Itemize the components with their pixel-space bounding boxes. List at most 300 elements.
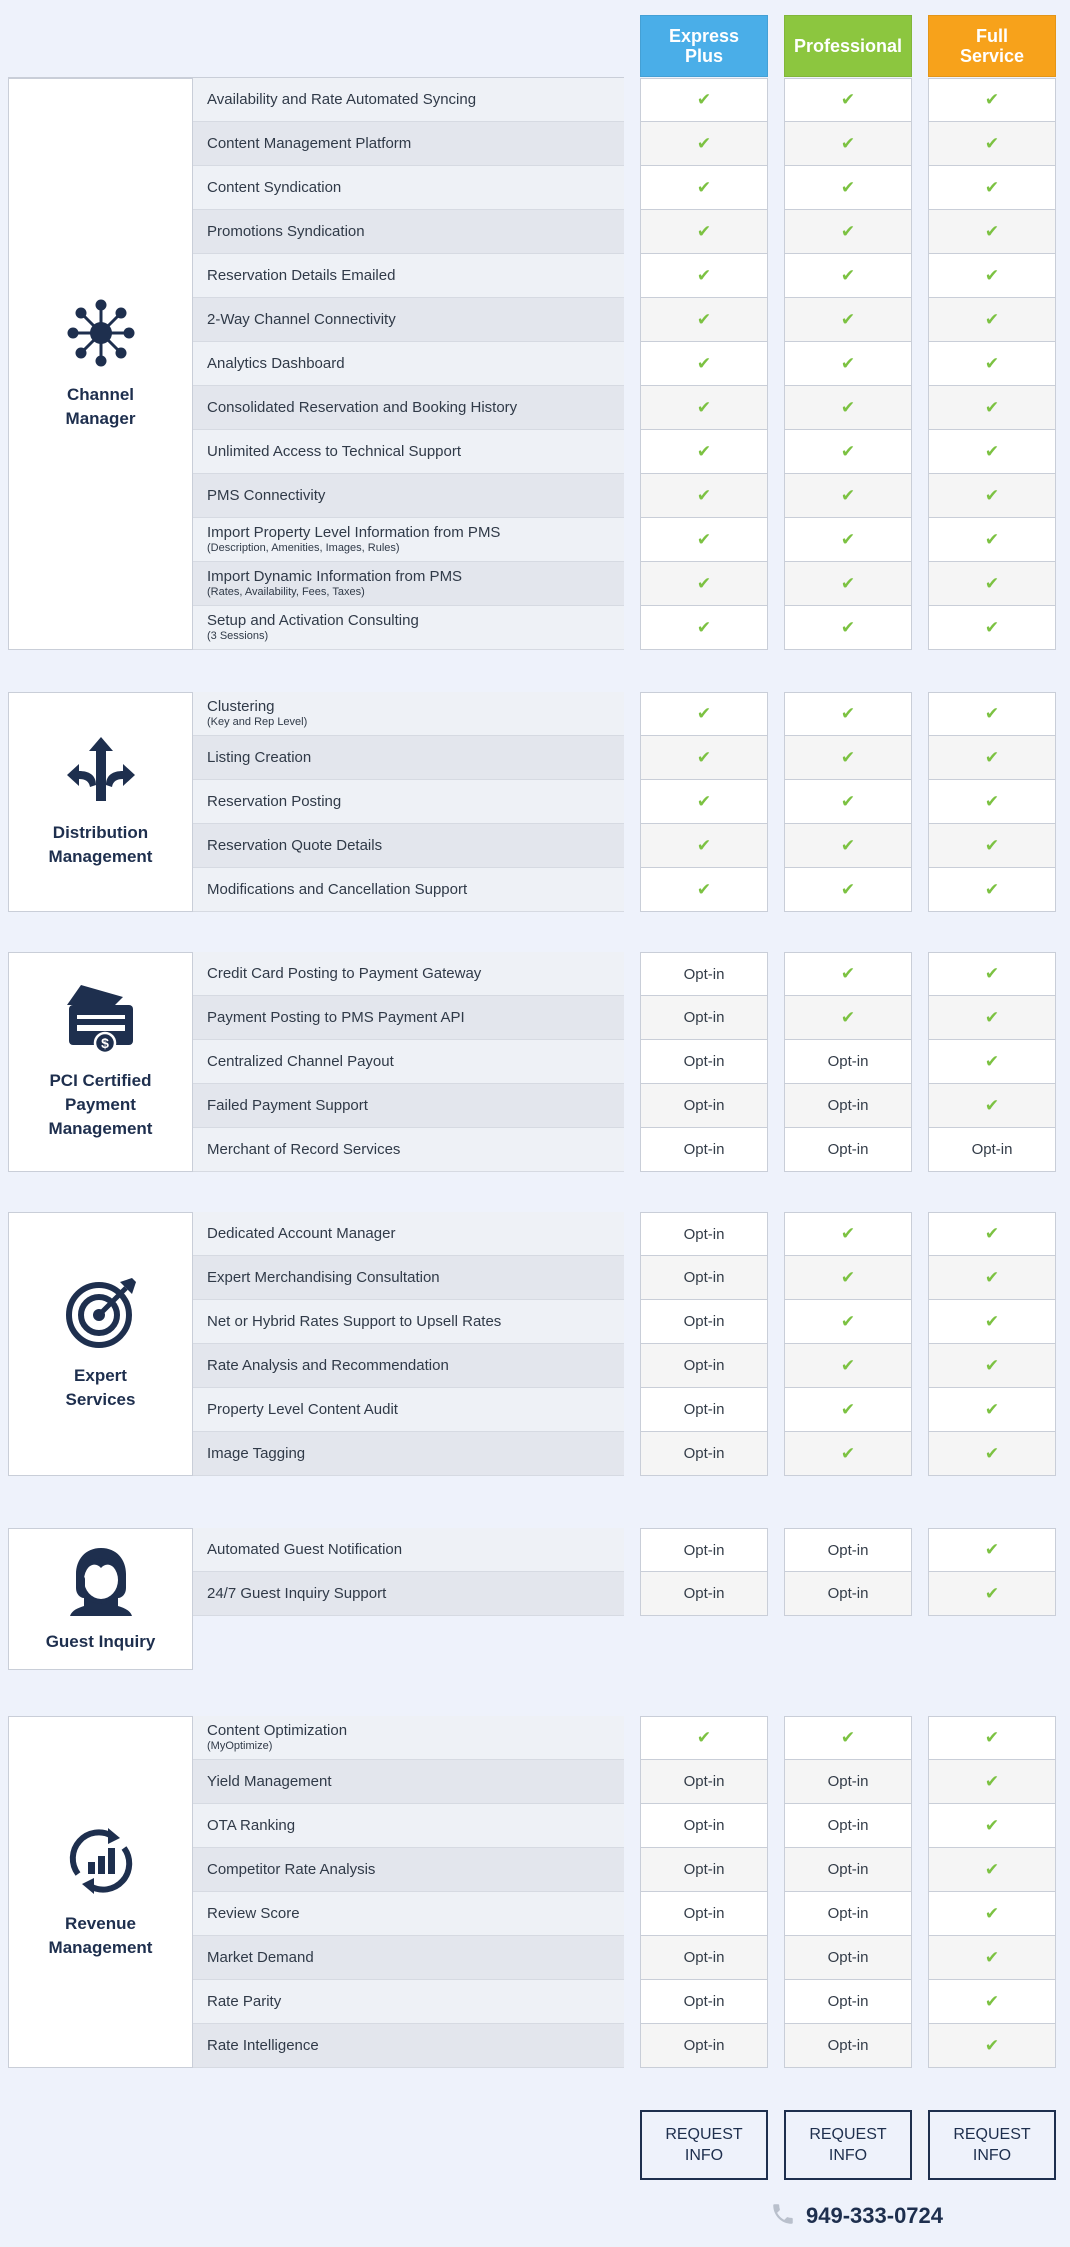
feature-name: Merchant of Record Services [207, 1140, 401, 1158]
cell-express-plus [640, 606, 768, 650]
opt-in-text: Opt-in [683, 1097, 725, 1114]
checkmark-icon: ✔ [696, 441, 712, 461]
feature-cell [193, 122, 624, 166]
cell-express-plus [640, 824, 768, 868]
credit-card-icon [63, 983, 139, 1055]
feature-cell [193, 1256, 624, 1300]
feature-name: Setup and Activation Consulting [207, 612, 419, 629]
feature-cell [193, 952, 624, 996]
cell-full-service [928, 1848, 1056, 1892]
request-info-button-express-plus[interactable]: REQUEST INFO [640, 2110, 768, 2180]
checkmark-icon: ✔ [984, 1051, 1000, 1071]
cell-express-plus [640, 1892, 768, 1936]
cell-full-service [928, 2024, 1056, 2068]
feature-name: Credit Card Posting to Payment Gateway [207, 964, 482, 982]
feature-name: Rate Analysis and Recommendation [207, 1356, 449, 1374]
cell-express-plus [640, 518, 768, 562]
cell-professional [784, 342, 912, 386]
feature-name: Automated Guest Notification [207, 1540, 403, 1558]
feature-cell [193, 1084, 624, 1128]
request-info-button-professional[interactable]: REQUEST INFO [784, 2110, 912, 2180]
checkmark-icon: ✔ [984, 704, 1000, 723]
checkmark-icon: ✔ [984, 1991, 1000, 2011]
cell-express-plus [640, 430, 768, 474]
feature-name: Market Demand [207, 1948, 314, 1966]
cell-professional [784, 386, 912, 430]
cell-express-plus [640, 1804, 768, 1848]
checkmark-icon: ✔ [840, 441, 856, 461]
category-label: Revenue Management [48, 1914, 153, 1957]
cell-professional [784, 1892, 912, 1936]
feature-name: Import Dynamic Information from PMS [207, 568, 463, 585]
checkmark-icon: ✔ [840, 529, 856, 549]
opt-in-text: Opt-in [683, 1009, 725, 1026]
opt-in-text: Opt-in [683, 2037, 725, 2054]
feature-name: Reservation Quote Details [207, 836, 383, 854]
feature-cell [193, 474, 624, 518]
feature-name: Content Optimization [207, 1722, 348, 1739]
cell-express-plus [640, 1528, 768, 1572]
opt-in-text: Opt-in [827, 1773, 869, 1790]
feature-cell [193, 1804, 624, 1848]
plan-header-full-service: Full Service [928, 15, 1056, 77]
cell-express-plus [640, 1256, 768, 1300]
feature-name: Yield Management [207, 1772, 332, 1790]
checkmark-icon: ✔ [840, 573, 856, 593]
cell-express-plus [640, 1716, 768, 1760]
checkmark-icon: ✔ [984, 1728, 1000, 1747]
feature-cell [193, 1212, 624, 1256]
checkmark-icon: ✔ [984, 309, 1000, 329]
opt-in-text: Opt-in [683, 965, 725, 983]
cell-full-service [928, 1128, 1056, 1172]
cell-professional [784, 1040, 912, 1084]
checkmark-icon: ✔ [840, 1007, 856, 1027]
cell-professional [784, 78, 912, 122]
opt-in-text: Opt-in [683, 1949, 725, 1966]
feature-cell [193, 780, 624, 824]
checkmark-icon: ✔ [840, 90, 856, 109]
cell-full-service [928, 1432, 1056, 1476]
cell-full-service [928, 824, 1056, 868]
phone-number[interactable]: 949-333-0724 [806, 2203, 944, 2228]
feature-name: Content Management Platform [207, 134, 412, 152]
cell-express-plus [640, 342, 768, 386]
checkmark-icon: ✔ [984, 353, 1000, 373]
cell-professional [784, 1212, 912, 1256]
cell-professional [784, 606, 912, 650]
cell-professional [784, 430, 912, 474]
checkmark-icon: ✔ [984, 265, 1000, 285]
checkmark-icon: ✔ [840, 1443, 856, 1463]
feature-name: Image Tagging [207, 1444, 306, 1462]
opt-in-text: Opt-in [683, 1585, 725, 1602]
feature-name: Expert Merchandising Consultation [207, 1268, 440, 1286]
cell-professional [784, 122, 912, 166]
checkmark-icon: ✔ [696, 353, 712, 373]
category-label: Expert Services [65, 1366, 136, 1409]
request-info-button-full-service[interactable]: REQUEST INFO [928, 2110, 1056, 2180]
target-icon [64, 1276, 138, 1350]
cell-professional [784, 210, 912, 254]
checkmark-icon: ✔ [696, 704, 712, 723]
checkmark-icon: ✔ [696, 177, 712, 197]
cell-professional [784, 824, 912, 868]
feature-cell [193, 1040, 624, 1084]
checkmark-icon: ✔ [840, 1399, 856, 1419]
cell-express-plus [640, 952, 768, 996]
checkmark-icon: ✔ [696, 879, 712, 899]
cell-professional [784, 1760, 912, 1804]
opt-in-text: Opt-in [827, 1861, 869, 1878]
cell-full-service [928, 562, 1056, 606]
category-label: PCI Certified Payment Management [48, 1071, 153, 1138]
cell-full-service [928, 952, 1056, 996]
cell-professional [784, 518, 912, 562]
cell-full-service [928, 78, 1056, 122]
category-label: Distribution Management [48, 823, 153, 866]
opt-in-text: Opt-in [683, 1817, 725, 1834]
checkmark-icon: ✔ [840, 791, 856, 811]
checkmark-icon: ✔ [840, 1267, 856, 1287]
cell-express-plus [640, 166, 768, 210]
plan-header-professional: Professional [784, 15, 912, 77]
opt-in-text: Opt-in [827, 1053, 869, 1070]
cell-full-service [928, 868, 1056, 912]
cell-express-plus [640, 780, 768, 824]
split-arrows-icon [65, 735, 137, 807]
cell-express-plus [640, 1980, 768, 2024]
feature-name: Promotions Syndication [207, 222, 365, 240]
cell-full-service [928, 342, 1056, 386]
category-panel [8, 1716, 193, 2068]
opt-in-text: Opt-in [683, 1905, 725, 1922]
cell-full-service [928, 1980, 1056, 2024]
feature-cell [193, 342, 624, 386]
cell-full-service [928, 210, 1056, 254]
cell-express-plus [640, 254, 768, 298]
cell-professional [784, 1528, 912, 1572]
cell-express-plus [640, 78, 768, 122]
checkmark-icon: ✔ [696, 835, 712, 855]
network-hub-icon [65, 297, 137, 369]
cell-express-plus [640, 1128, 768, 1172]
cell-professional [784, 166, 912, 210]
cell-express-plus [640, 562, 768, 606]
opt-in-text: Opt-in [827, 1949, 869, 1966]
cell-full-service [928, 1716, 1056, 1760]
phone-contact[interactable] [770, 2198, 943, 2234]
checkmark-icon: ✔ [984, 2035, 1000, 2055]
checkmark-icon: ✔ [984, 835, 1000, 855]
opt-in-text: Opt-in [827, 2037, 869, 2054]
feature-name: Reservation Details Emailed [207, 266, 396, 284]
cell-full-service [928, 780, 1056, 824]
cell-full-service [928, 606, 1056, 650]
feature-cell [193, 1388, 624, 1432]
cell-professional [784, 1256, 912, 1300]
cell-professional [784, 1300, 912, 1344]
feature-name: Net or Hybrid Rates Support to Upsell Rates [207, 1312, 502, 1330]
opt-in-text: Opt-in [827, 1141, 869, 1158]
feature-cell [193, 298, 624, 342]
checkmark-icon: ✔ [840, 353, 856, 373]
feature-cell [193, 1760, 624, 1804]
checkmark-icon: ✔ [984, 485, 1000, 505]
checkmark-icon: ✔ [696, 397, 712, 417]
cell-full-service [928, 1084, 1056, 1128]
checkmark-icon: ✔ [840, 221, 856, 241]
cell-professional [784, 996, 912, 1040]
checkmark-icon: ✔ [984, 1399, 1000, 1419]
checkmark-icon: ✔ [984, 1583, 1000, 1603]
checkmark-icon: ✔ [984, 221, 1000, 241]
feature-name: Payment Posting to PMS Payment API [207, 1008, 465, 1026]
cell-express-plus [640, 122, 768, 166]
cell-express-plus [640, 868, 768, 912]
opt-in-text: Opt-in [683, 1313, 725, 1330]
feature-cell [193, 1848, 624, 1892]
feature-cell [193, 692, 624, 736]
checkmark-icon: ✔ [696, 573, 712, 593]
feature-cell [193, 1528, 624, 1572]
feature-name: Competitor Rate Analysis [207, 1860, 376, 1878]
checkmark-icon: ✔ [696, 485, 712, 505]
checkmark-icon: ✔ [984, 1095, 1000, 1115]
checkmark-icon: ✔ [840, 1224, 856, 1243]
checkmark-icon: ✔ [840, 1355, 856, 1375]
opt-in-text: Opt-in [683, 1357, 725, 1374]
cell-full-service [928, 430, 1056, 474]
checkmark-icon: ✔ [840, 747, 856, 767]
cell-express-plus [640, 1432, 768, 1476]
cell-professional [784, 1848, 912, 1892]
feature-note: (MyOptimize) [207, 1740, 273, 1752]
feature-name: 2-Way Channel Connectivity [207, 310, 396, 328]
cell-professional [784, 1716, 912, 1760]
feature-name: Import Property Level Information from PMS [207, 524, 501, 541]
cell-full-service [928, 474, 1056, 518]
opt-in-text: Opt-in [827, 1993, 869, 2010]
opt-in-text: Opt-in [683, 1773, 725, 1790]
checkmark-icon: ✔ [840, 1311, 856, 1331]
feature-cell [193, 606, 624, 650]
feature-cell [193, 2024, 624, 2068]
feature-cell [193, 210, 624, 254]
feature-cell [193, 78, 624, 122]
cell-professional [784, 1572, 912, 1616]
checkmark-icon: ✔ [984, 879, 1000, 899]
cell-full-service [928, 122, 1056, 166]
category-panel [8, 1528, 193, 1670]
checkmark-icon: ✔ [696, 747, 712, 767]
checkmark-icon: ✔ [984, 1443, 1000, 1463]
cell-full-service [928, 1936, 1056, 1980]
opt-in-text: Opt-in [683, 1269, 725, 1286]
checkmark-icon: ✔ [696, 791, 712, 811]
checkmark-icon: ✔ [984, 397, 1000, 417]
cell-express-plus [640, 298, 768, 342]
feature-note: (Rates, Availability, Fees, Taxes) [207, 586, 365, 598]
checkmark-icon: ✔ [840, 704, 856, 723]
feature-cell [193, 824, 624, 868]
checkmark-icon: ✔ [984, 1267, 1000, 1287]
feature-name: Content Syndication [207, 178, 342, 196]
feature-cell [193, 1936, 624, 1980]
checkmark-icon: ✔ [696, 265, 712, 285]
opt-in-text: Opt-in [683, 1861, 725, 1878]
feature-name: Modifications and Cancellation Support [207, 880, 468, 898]
cell-express-plus [640, 1084, 768, 1128]
opt-in-text: Opt-in [827, 1905, 869, 1922]
checkmark-icon: ✔ [696, 90, 712, 109]
feature-cell [193, 1892, 624, 1936]
opt-in-text: Opt-in [827, 1541, 869, 1559]
cell-professional [784, 1084, 912, 1128]
category-label: Channel Manager [65, 385, 136, 428]
cell-professional [784, 254, 912, 298]
feature-cell [193, 1716, 624, 1760]
checkmark-icon: ✔ [840, 1728, 856, 1747]
checkmark-icon: ✔ [984, 441, 1000, 461]
category-label: Guest Inquiry [45, 1632, 156, 1651]
cell-professional [784, 1344, 912, 1388]
cell-full-service [928, 1212, 1056, 1256]
cell-full-service [928, 692, 1056, 736]
cell-full-service [928, 166, 1056, 210]
checkmark-icon: ✔ [696, 133, 712, 153]
cell-express-plus [640, 1760, 768, 1804]
opt-in-text: Opt-in [683, 1445, 725, 1462]
cell-full-service [928, 1344, 1056, 1388]
checkmark-icon: ✔ [696, 221, 712, 241]
feature-note: (3 Sessions) [207, 630, 269, 642]
feature-name: Analytics Dashboard [207, 354, 345, 372]
cell-full-service [928, 518, 1056, 562]
category-panel [8, 952, 193, 1172]
checkmark-icon: ✔ [984, 90, 1000, 109]
checkmark-icon: ✔ [984, 1007, 1000, 1027]
feature-name: Consolidated Reservation and Booking History [207, 398, 518, 416]
cell-full-service [928, 254, 1056, 298]
feature-name: Rate Intelligence [207, 2036, 319, 2054]
feature-cell [193, 1128, 624, 1172]
cell-full-service [928, 1760, 1056, 1804]
cell-professional [784, 474, 912, 518]
cell-professional [784, 1980, 912, 2024]
cell-express-plus [640, 1212, 768, 1256]
cell-professional [784, 1936, 912, 1980]
cell-full-service [928, 1528, 1056, 1572]
feature-cell [193, 868, 624, 912]
checkmark-icon: ✔ [840, 617, 856, 637]
checkmark-icon: ✔ [984, 964, 1000, 983]
cell-full-service [928, 1300, 1056, 1344]
feature-cell [193, 386, 624, 430]
feature-cell [193, 1300, 624, 1344]
feature-cell [193, 1432, 624, 1476]
checkmark-icon: ✔ [984, 1859, 1000, 1879]
plan-header-express-plus: Express Plus [640, 15, 768, 77]
cell-professional [784, 692, 912, 736]
opt-in-text: Opt-in [827, 1817, 869, 1834]
feature-cell [193, 736, 624, 780]
cell-full-service [928, 386, 1056, 430]
cell-professional [784, 1388, 912, 1432]
feature-name: OTA Ranking [207, 1816, 296, 1834]
headset-agent-icon [66, 1544, 136, 1616]
cell-express-plus [640, 2024, 768, 2068]
feature-cell [193, 562, 624, 606]
cell-express-plus [640, 1344, 768, 1388]
cell-full-service [928, 1256, 1056, 1300]
feature-name: PMS Connectivity [207, 486, 326, 504]
cell-professional [784, 1804, 912, 1848]
feature-name: 24/7 Guest Inquiry Support [207, 1584, 387, 1602]
checkmark-icon: ✔ [984, 1311, 1000, 1331]
cell-full-service [928, 1388, 1056, 1432]
cell-full-service [928, 996, 1056, 1040]
checkmark-icon: ✔ [696, 617, 712, 637]
opt-in-text: Opt-in [683, 1225, 725, 1243]
checkmark-icon: ✔ [840, 133, 856, 153]
checkmark-icon: ✔ [984, 177, 1000, 197]
feature-cell [193, 1980, 624, 2024]
cell-full-service [928, 1572, 1056, 1616]
feature-name: Property Level Content Audit [207, 1400, 398, 1418]
checkmark-icon: ✔ [984, 1771, 1000, 1791]
feature-note: (Key and Rep Level) [207, 716, 308, 728]
cell-express-plus [640, 1388, 768, 1432]
opt-in-text: Opt-in [683, 1053, 725, 1070]
checkmark-icon: ✔ [840, 964, 856, 983]
cell-full-service [928, 1892, 1056, 1936]
checkmark-icon: ✔ [984, 133, 1000, 153]
cell-professional [784, 1432, 912, 1476]
checkmark-icon: ✔ [984, 1540, 1000, 1559]
cell-express-plus [640, 1300, 768, 1344]
checkmark-icon: ✔ [984, 573, 1000, 593]
category-panel [8, 78, 193, 650]
feature-name: Reservation Posting [207, 792, 342, 810]
feature-name: Dedicated Account Manager [207, 1224, 396, 1242]
checkmark-icon: ✔ [696, 529, 712, 549]
feature-cell [193, 1572, 624, 1616]
feature-cell [193, 996, 624, 1040]
checkmark-icon: ✔ [840, 485, 856, 505]
opt-in-text: Opt-in [683, 1541, 725, 1559]
cell-professional [784, 736, 912, 780]
cell-professional [784, 298, 912, 342]
cell-professional [784, 2024, 912, 2068]
feature-name: Clustering [207, 698, 275, 715]
feature-cell [193, 254, 624, 298]
checkmark-icon: ✔ [984, 617, 1000, 637]
phone-icon [770, 2201, 796, 2232]
bar-chart-cycle-icon [64, 1824, 138, 1898]
checkmark-icon: ✔ [840, 397, 856, 417]
cell-professional [784, 1128, 912, 1172]
cell-express-plus [640, 1572, 768, 1616]
cell-full-service [928, 298, 1056, 342]
checkmark-icon: ✔ [984, 1903, 1000, 1923]
cell-express-plus [640, 692, 768, 736]
cell-express-plus [640, 736, 768, 780]
feature-note: (Description, Amenities, Images, Rules) [207, 542, 400, 554]
feature-cell [193, 518, 624, 562]
feature-cell [193, 1344, 624, 1388]
feature-cell [193, 430, 624, 474]
